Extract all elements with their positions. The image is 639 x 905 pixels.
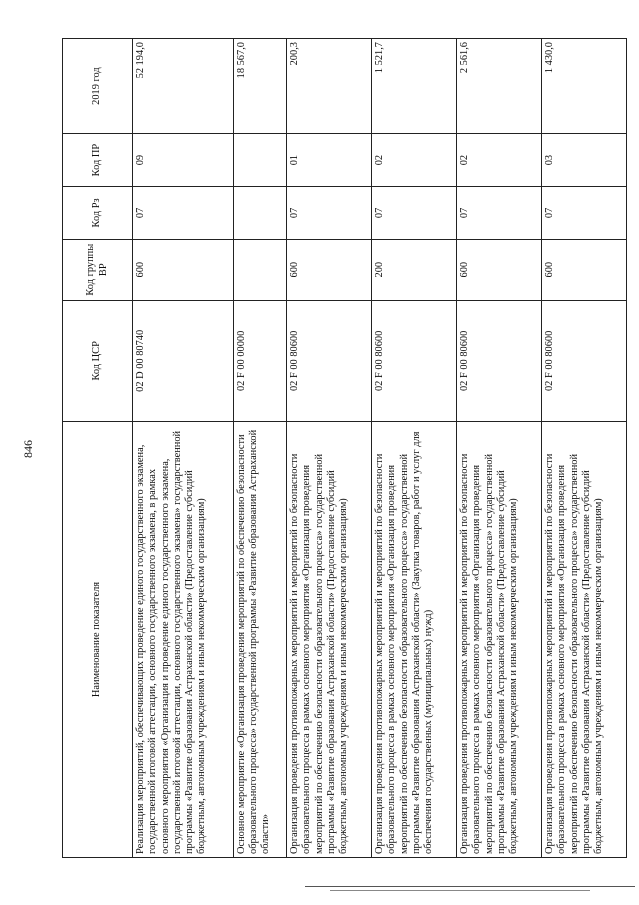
row-csr: 02 D 00 80740 [133, 300, 234, 422]
row-vr: 600 [542, 239, 627, 300]
row-pr: 02 [457, 134, 542, 187]
row-name: Организация проведения противопожарных мероприятий и мероприятий по безопасности образовательного процесса в рамках основного мероприятия «Организация проведения мероприятий по обеспечению безопасности образовательного процесса» государственной программы «Развитие образования Астраханской области» (Предоставление субсидий бюджетным, автономным учреждениям и иным некоммерческим организациям) [457, 422, 542, 858]
row-name: Организация проведения противопожарных мероприятий и мероприятий по безопасности образовательного процесса в рамках основного мероприятия «Организация проведения мероприятий по обеспечению безопасности образовательного процесса» государственной программы «Развитие образования Астраханской области» (Закупка товаров, работ и услуг для обеспечения государственных (муниципальных) нужд) [372, 422, 457, 858]
row-name: Основное мероприятие «Организация проведения мероприятий по обеспечению безопасности образовательного процесса» государственной программы «Развитие образования Астраханской области» [233, 422, 287, 858]
row-rz: 07 [372, 187, 457, 240]
row-value: 200,3 [287, 39, 372, 134]
row-pr: 01 [287, 134, 372, 187]
table-row [233, 39, 287, 858]
row-vr [233, 239, 287, 300]
scan-edge-line [330, 890, 590, 891]
table-row [372, 39, 457, 858]
row-name: Организация проведения противопожарных мероприятий и мероприятий по безопасности образовательного процесса в рамках основного мероприятия «Организация проведения мероприятий по обеспечению безопасности образовательного процесса» государственной программы «Развитие образования Астраханской области» (Предоставление субсидий бюджетным, автономным учреждениям и иным некоммерческим организациям) [542, 422, 627, 858]
header-year: 2019 год [63, 39, 133, 134]
table-row [457, 39, 542, 858]
table-row [287, 39, 372, 858]
row-value: 1 521,7 [372, 39, 457, 134]
row-csr: 02 F 00 00000 [233, 300, 287, 422]
table-row [542, 39, 627, 858]
header-rz: Код Рз [63, 187, 133, 240]
table-header-row [63, 39, 133, 858]
page-number: 846 [21, 440, 35, 458]
row-csr: 02 F 00 80600 [542, 300, 627, 422]
row-vr: 600 [457, 239, 542, 300]
header-csr: Код ЦСР [63, 300, 133, 422]
scan-edge-line [305, 886, 635, 887]
budget-table [62, 38, 627, 858]
row-rz: 07 [133, 187, 234, 240]
table-row [133, 39, 234, 858]
rotated-table-area [62, 38, 627, 858]
row-pr: 09 [133, 134, 234, 187]
row-vr: 200 [372, 239, 457, 300]
row-vr: 600 [287, 239, 372, 300]
row-pr [233, 134, 287, 187]
row-rz: 07 [542, 187, 627, 240]
row-csr: 02 F 00 80600 [287, 300, 372, 422]
row-rz: 07 [287, 187, 372, 240]
rotated-table-inner [62, 38, 627, 858]
row-pr: 03 [542, 134, 627, 187]
row-rz: 07 [457, 187, 542, 240]
header-pr: Код ПР [63, 134, 133, 187]
row-value: 2 561,6 [457, 39, 542, 134]
row-name: Организация проведения противопожарных мероприятий и мероприятий по безопасности образовательного процесса в рамках основного мероприятия «Организация проведения мероприятий по обеспечению безопасности образовательного процесса» государственной программы «Развитие образования Астраханской области» (Предоставление субсидий бюджетным, автономным учреждениям и иным некоммерческим организациям) [287, 422, 372, 858]
row-value: 18 567,0 [233, 39, 287, 134]
row-pr: 02 [372, 134, 457, 187]
header-name: Наименование показателя [63, 422, 133, 858]
row-csr: 02 F 00 80600 [372, 300, 457, 422]
row-value: 52 194,0 [133, 39, 234, 134]
row-csr: 02 F 00 80600 [457, 300, 542, 422]
row-name: Реализация мероприятий, обеспечивающих проведение единого государственного экзамена, государственной итоговой аттестации, основного государственного экзамена, в рамках основного мероприятия «Организация и проведение единого государственного экзамена, государственной итоговой аттестации, основного государственного экзамена» государственной программы «Развитие образования Астраханской области» (Предоставление субсидий бюджетным, автономным учреждениям и иным некоммерческим организациям) [133, 422, 234, 858]
header-vr: Код группы ВР [63, 239, 133, 300]
row-value: 1 430,0 [542, 39, 627, 134]
row-vr: 600 [133, 239, 234, 300]
row-rz [233, 187, 287, 240]
